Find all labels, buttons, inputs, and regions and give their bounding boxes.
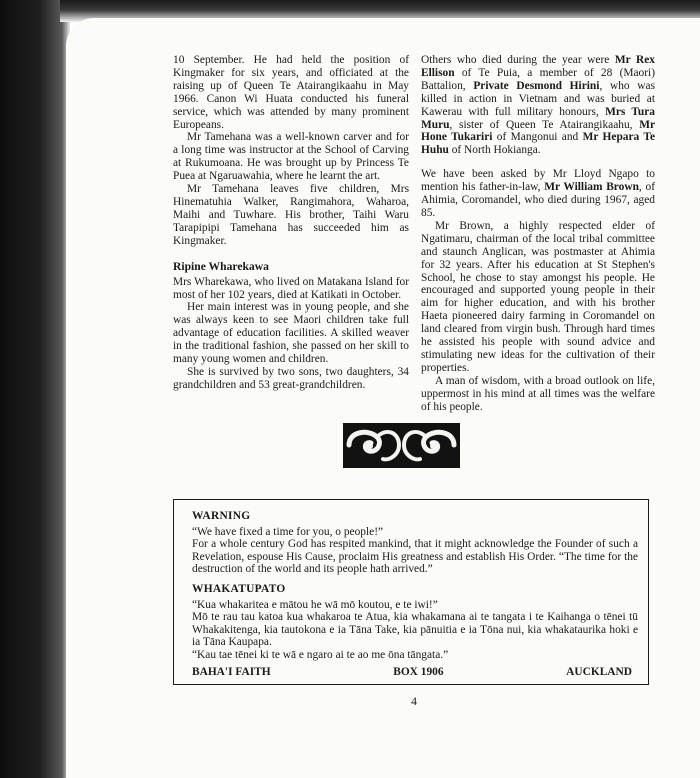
notice-heading: WARNING	[192, 510, 251, 522]
obituary-paragraph: Her main interest was in young people, and she was always keen to see Maori children take full advantage of education facilities. A skilled weaver in the traditional fashion, she passed on her skill to many young women and children.	[173, 301, 409, 366]
text-run: of Te Puia, a member of 28 (Maori) Battalion,	[421, 66, 655, 92]
warning-notice-box	[173, 499, 649, 685]
postal-box: BOX 1906	[393, 665, 444, 678]
text-run: We have been asked by Mr Lloyd Ngapo to mention his father-in-law,	[421, 168, 655, 194]
obituary-paragraph	[421, 54, 655, 157]
obituary-paragraph: 10 September. He had held the position of Kingmaker for six years, and officiated at the raising up of Queen Te Atairangikaahu in May 1966. Canon Wi Huata conducted his funeral service, which was attended by many prominent Europeans.	[173, 54, 409, 131]
notice-quote-maori-closing: “Kau tae tēnei ki te wā e ngaro ai te ao me ōna tāngata.”	[192, 648, 449, 661]
obituary-paragraph: Mr Tamehana leaves five children, Mrs Hinematuhia Walker, Rangimahora, Waharoa, Maihi and Tuwhare. His brother, Taihi Waru Tarapipipi Tamehana has succeeded him as Kingmaker.	[173, 183, 409, 247]
person-name: Mrs Tura Muru	[421, 105, 655, 131]
obituary-paragraph: Mr Brown, a highly respected elder of Ngatimaru, chairman of the local tribal committee and staunch Anglican, was postmaster at Ahimia for 32 years. After his education at St Stephen's School, he chose to stay amongst his people. He encouraged and supported young people in their aim for higher education, and with his brother Haeta pioneered dairy farming in Coromandel on land cleared from virgin bush. Through hard times he assisted his people with sound advice and stimulating new ideas for the cultivation of their properties.	[421, 219, 655, 374]
person-name: Mr Hone Tukariri	[421, 118, 655, 144]
organisation-name: BAHA'I FAITH	[192, 665, 271, 678]
notice-quote: “We have fixed a time for you, o people!”	[192, 525, 384, 538]
notice-footer	[192, 666, 638, 679]
notice-heading-maori: WHAKATUPATO	[192, 582, 286, 595]
obituary-paragraph: She is survived by two sons, two daughters, 34 grandchildren and 53 great-grandchildren.	[173, 365, 409, 391]
text-run: of North Hokianga.	[448, 144, 541, 157]
text-run: Others who died during the year were	[421, 54, 615, 66]
obituary-paragraph	[421, 168, 655, 220]
scroll-pattern-icon	[343, 423, 460, 468]
text-run: , sister of Queen Te Atairangikaahu,	[449, 118, 640, 131]
obituary-paragraph: Mr Tamehana was a well-known carver and for a long time was instructor at the School of Carving at Rukumoana. He was brought up by Princess Te Puea at Ngaruawahia, where he learnt the art.	[173, 131, 409, 183]
page-number: 4	[411, 694, 417, 708]
binding-shadow	[0, 0, 70, 778]
text-run: , of Ahimia, Coromandel, who died during 1967, aged 85.	[421, 181, 656, 219]
obituary-paragraph: A man of wisdom, with a broad outlook on life, uppermost in his mind at all times was the welfare of his people.	[421, 374, 655, 413]
city-name: AUCKLAND	[566, 665, 632, 678]
kowhaiwhai-ornament	[343, 423, 460, 468]
obituary-paragraph: Mrs Wharekawa, who lived on Matakana Island for most of her 102 years, died at Katikati in October.	[173, 275, 409, 301]
person-name: Mr Hepara Te Huhu	[421, 131, 655, 157]
text-run: of Mangonui and	[492, 131, 583, 144]
person-name: Mr William Brown	[544, 181, 639, 194]
right-column	[421, 54, 655, 413]
text-run: , who was killed in action in Vietnam and was buried at Kawerau with full military honours,	[421, 79, 655, 118]
notice-text-maori: Mō te rau tau katoa kua whakaroa te Atua, kia whakamana ai te tangata i te Kaihanga o tēnei tū Whakakitenga, kia tautokona e ia Tāna Take, kia pānuitia e ia Tōna nui, kia whakataurika hoki e ia Tāna Kaupapa.	[192, 611, 638, 649]
notice-text: For a whole century God has respited mankind, that it might acknowledge the Founder of such a Revelation, espouse His Cause, proclaim His greatness and establish His Order. “The time for the destruction of the world and its people hath arrived.”	[192, 538, 638, 576]
person-name: Mr Rex Ellison	[421, 54, 655, 79]
section-heading: Ripine Wharekawa	[173, 259, 269, 273]
notice-quote-maori: “Kua whakaritea e mātou he wā mō koutou, e te iwi!”	[192, 598, 438, 611]
left-column	[173, 54, 409, 392]
person-name: Private Desmond Hirini	[473, 79, 600, 92]
